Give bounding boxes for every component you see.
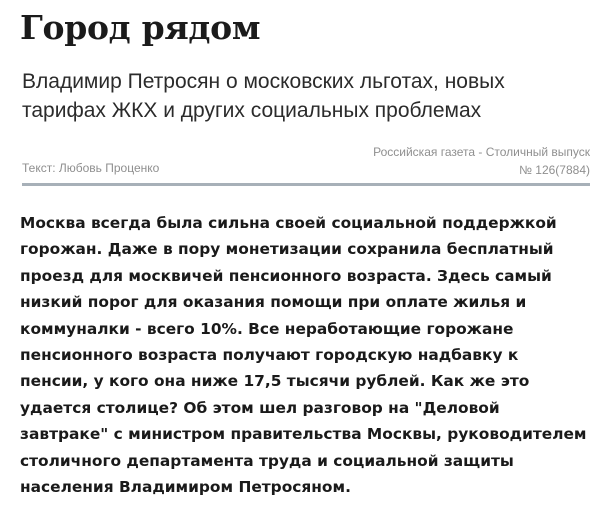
article — [22, 0, 590, 500]
article-title: Город рядом — [20, 8, 261, 47]
article-lead: Москва всегда была сильна своей социальной поддержкой горожан. Даже в пору монетизации сохранила бесплатный проезд для москвичей пенсионного возраста. Здесь самый низкий порог для оказания помощи при оплате жилья и коммуналки - всего 10%. Все неработающие горожане пенсионного возраста получают городскую надбавку к пенсии, у кого она ниже 17,5 тысячи рублей. Как же это удается столице? Об этом шел разговор на "Деловой завтраке" с министром правительства Москвы, руководителем столичного департамента труда и социальной защиты населения Владимиром Петросяном. — [20, 214, 587, 497]
article-subtitle: Владимир Петросян о московских льготах, новых тарифах ЖКХ и других социальных проблемах — [22, 70, 505, 122]
publication-source[interactable] — [373, 143, 590, 179]
author-byline[interactable]: Текст: Любовь Проценко — [22, 161, 160, 175]
issue-number: № 126(7884) — [519, 163, 590, 177]
publication-name: Российская газета - Столичный выпуск — [373, 145, 590, 159]
article-meta — [22, 143, 590, 186]
